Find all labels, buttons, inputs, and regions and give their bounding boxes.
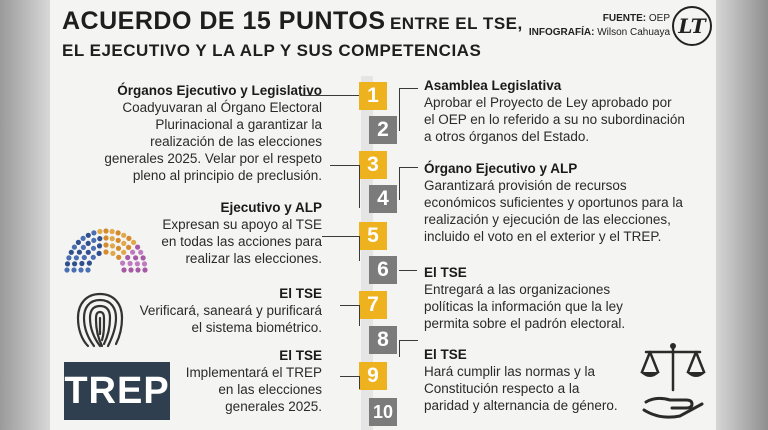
- right-item-1-line: Aprobar el Proyecto de Ley aprobado por: [424, 95, 672, 110]
- number-2: 2: [369, 116, 397, 144]
- right-item-1: [424, 77, 714, 145]
- title-line2: EL EJECUTIVO Y LA ALP Y SUS COMPETENCIAS: [62, 41, 482, 60]
- right-item-3-line: políticas la información que la ley: [424, 299, 623, 314]
- parliament-seat: [85, 267, 90, 272]
- connector-3: [330, 165, 360, 208]
- parliament-seat: [116, 246, 121, 251]
- parliament-seat: [116, 230, 121, 235]
- parliament-seat: [138, 250, 143, 255]
- parliament-seat: [103, 249, 108, 254]
- right-item-2-line: incluido el voto en el exterior y el TREP.: [424, 229, 662, 244]
- parliament-seat: [133, 255, 138, 260]
- justice-scale-icon: [636, 340, 710, 420]
- parliament-seat: [64, 267, 69, 272]
- right-item-4-line: paridad y alternancia de género.: [424, 398, 618, 413]
- parliament-seat: [97, 243, 102, 248]
- parliament-seat: [121, 267, 126, 272]
- left-item-1-line: Coadyuvaran al Órgano Electoral: [122, 100, 322, 115]
- title-part1: ACUERDO DE 15 PUNTOS: [62, 7, 386, 35]
- parliament-seat: [82, 255, 87, 260]
- right-item-4-head: El TSE: [424, 347, 467, 362]
- left-item-4-line: Implementará el TREP: [185, 365, 322, 380]
- right-item-3-head: El TSE: [424, 265, 467, 280]
- number-7: 7: [359, 291, 387, 319]
- infografia-label: INFOGRAFÍA:: [528, 27, 595, 38]
- left-item-3: [120, 285, 322, 336]
- parliament-seat: [141, 255, 146, 260]
- parliament-seat: [110, 236, 115, 241]
- parliament-icon: [60, 218, 152, 274]
- publisher-logo: LT: [672, 6, 712, 46]
- right-item-1-line: a otros órganos del Estado.: [424, 129, 590, 144]
- connector-2: [399, 88, 418, 131]
- credits: [528, 12, 670, 40]
- parliament-seat: [121, 241, 126, 246]
- left-item-1-head: Órganos Ejecutivo y Legislativo: [117, 83, 322, 98]
- title-part2: ENTRE EL TSE,: [389, 14, 523, 33]
- left-item-3-line: Verificará, saneará y purificará: [139, 303, 322, 318]
- parliament-seat: [110, 251, 115, 256]
- parliament-seat: [116, 238, 121, 243]
- number-5: 5: [359, 222, 387, 250]
- left-item-4-head: El TSE: [279, 348, 322, 363]
- left-item-1-line: pleno al principio de preclusión.: [132, 168, 322, 183]
- number-4: 4: [369, 185, 397, 213]
- parliament-seat: [103, 228, 108, 233]
- right-item-3-line: permita sobre el padrón electoral.: [424, 316, 626, 331]
- left-item-4-line: generales 2025.: [225, 399, 322, 414]
- parliament-seat: [142, 261, 147, 266]
- parliament-seat: [91, 255, 96, 260]
- left-item-1: [90, 82, 322, 184]
- fingerprint-icon: [70, 288, 130, 352]
- left-item-2-line: realizar las elecciones.: [185, 251, 322, 266]
- left-item-1-line: Plurinacional a garantizar la: [155, 117, 322, 132]
- parliament-seat: [66, 255, 71, 260]
- right-item-1-head: Asamblea Legislativa: [424, 78, 562, 93]
- parliament-seat: [86, 233, 91, 238]
- parliament-seat: [110, 243, 115, 248]
- parliament-seat: [77, 250, 82, 255]
- right-item-2-line: Garantizará provisión de recursos: [424, 178, 627, 193]
- connector-7: [340, 305, 360, 326]
- parliament-seat: [103, 242, 108, 247]
- parliament-seat: [86, 241, 91, 246]
- connector-4: [399, 167, 418, 200]
- parliament-seat: [135, 245, 140, 250]
- connector-5: [322, 236, 360, 261]
- background-right-blur: [716, 0, 768, 430]
- number-6: 6: [369, 256, 397, 284]
- left-item-1-line: realización de las elecciones: [150, 134, 322, 149]
- right-item-1-line: el OEP en lo referido a su no subordinación: [424, 112, 685, 127]
- right-item-2: [424, 160, 714, 245]
- parliament-seat: [142, 267, 147, 272]
- trep-logo: TREP: [64, 362, 170, 420]
- parliament-seat: [87, 261, 92, 266]
- right-item-3-line: Entregará a las organizaciones: [424, 282, 611, 297]
- parliament-seat: [126, 245, 131, 250]
- parliament-seat: [71, 267, 76, 272]
- parliament-seat: [120, 261, 125, 266]
- left-item-2-line: Expresan su apoyo al TSE: [162, 217, 322, 232]
- parliament-seat: [72, 261, 77, 266]
- connector-6: [399, 270, 417, 281]
- parliament-seat: [86, 250, 91, 255]
- background-left-blur: [0, 0, 50, 430]
- right-item-2-line: económicos suficientes y oportunos para la: [424, 195, 683, 210]
- parliament-seat: [125, 255, 130, 260]
- parliament-seat: [131, 240, 136, 245]
- right-item-2-head: Órgano Ejecutivo y ALP: [424, 161, 578, 176]
- parliament-seat: [103, 235, 108, 240]
- parliament-seat: [135, 267, 140, 272]
- parliament-seat: [91, 238, 96, 243]
- parliament-seat: [91, 230, 96, 235]
- parliament-seat: [76, 240, 81, 245]
- fuente-value: OEP: [648, 13, 670, 24]
- parliament-seat: [121, 233, 126, 238]
- parliament-seat: [121, 250, 126, 255]
- number-10: 10: [369, 398, 397, 426]
- parliament-seat: [78, 267, 83, 272]
- right-item-3: [424, 264, 714, 332]
- page-title: [62, 8, 542, 65]
- parliament-seat: [97, 229, 102, 234]
- right-item-2-line: realización y ejecución de las elecciones,: [424, 212, 671, 227]
- parliament-seat: [81, 245, 86, 250]
- left-item-3-line: el sistema biométrico.: [191, 320, 322, 335]
- parliament-seat: [97, 236, 102, 241]
- parliament-seat: [130, 250, 135, 255]
- infographic-card: [50, 0, 716, 430]
- right-item-4: [424, 346, 634, 414]
- right-item-4-line: Hará cumplir las normas y la: [424, 364, 596, 379]
- parliament-seat: [65, 261, 70, 266]
- parliament-seat: [97, 251, 102, 256]
- parliament-seat: [72, 245, 77, 250]
- infografia-value: Wilson Cahuaya: [597, 27, 670, 38]
- parliament-seat: [126, 236, 131, 241]
- parliament-seat: [110, 229, 115, 234]
- left-item-2: [140, 199, 322, 267]
- left-item-4: [160, 347, 322, 415]
- parliament-seat: [74, 255, 79, 260]
- parliament-seat: [69, 250, 74, 255]
- parliament-seat: [128, 267, 133, 272]
- parliament-seat: [79, 261, 84, 266]
- connector-9: [340, 376, 360, 389]
- left-item-2-head: Ejecutivo y ALP: [220, 200, 322, 215]
- parliament-seat: [91, 246, 96, 251]
- parliament-seat: [116, 255, 121, 260]
- number-8: 8: [369, 326, 397, 354]
- left-item-3-head: El TSE: [279, 286, 322, 301]
- fuente-label: FUENTE:: [602, 13, 647, 24]
- number-9: 9: [359, 362, 387, 390]
- number-1: 1: [359, 82, 387, 110]
- parliament-seat: [135, 261, 140, 266]
- left-item-1-line: generales 2025. Velar por el respeto: [104, 151, 322, 166]
- left-item-2-line: en todas las acciones para: [161, 234, 322, 249]
- parliament-seat: [128, 261, 133, 266]
- number-3: 3: [359, 151, 387, 179]
- left-item-4-line: en las elecciones: [218, 382, 322, 397]
- right-item-4-line: Constitución respecto a la: [424, 381, 580, 396]
- parliament-seat: [81, 236, 86, 241]
- connector-8: [399, 340, 418, 357]
